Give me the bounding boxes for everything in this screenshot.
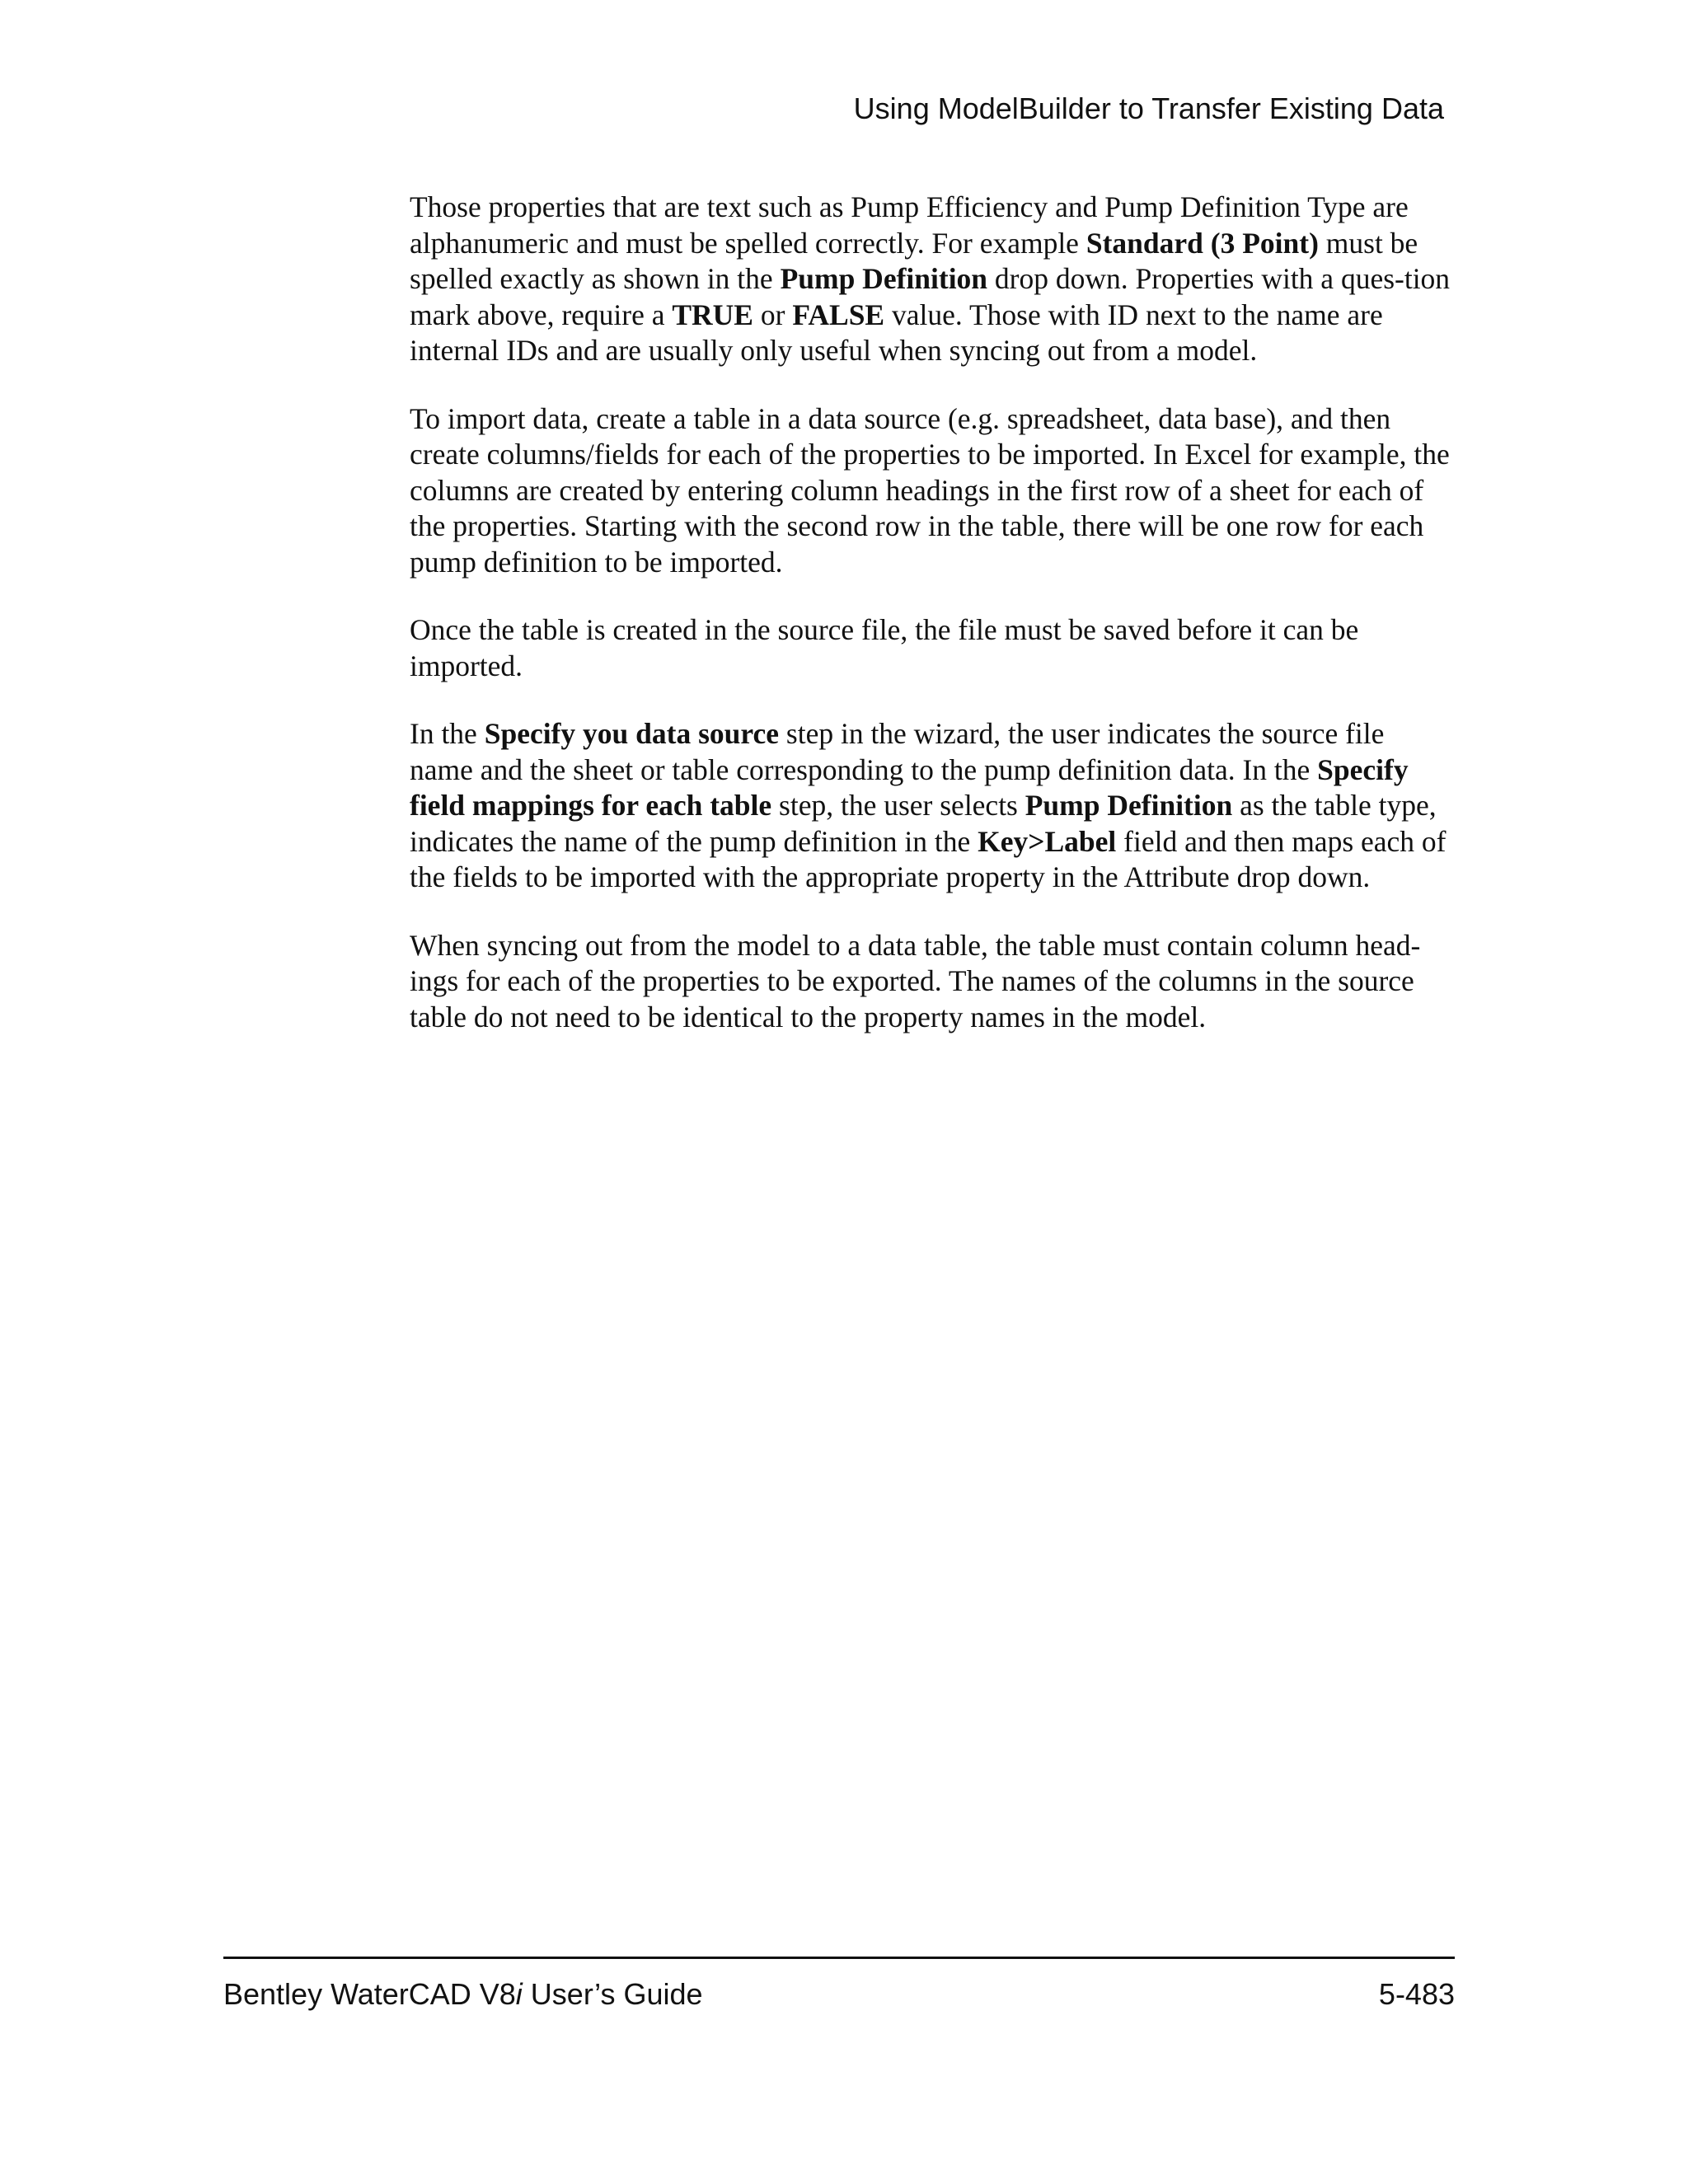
guide-title-suffix: User’s Guide <box>522 1977 703 2011</box>
paragraph-syncing-out <box>410 928 1454 1036</box>
bold-term-specify-data-source: Specify you data source <box>484 717 780 750</box>
text-run: When syncing out from the model to a data table, the table must contain column head-ings for each of the properties to be exported. The names of the columns in the source table do not need to be identical to the property names in the model. <box>410 928 1421 1033</box>
page-footer <box>223 1975 1455 2014</box>
bold-term-key-label: Key>Label <box>978 824 1117 858</box>
guide-title-italic: i <box>515 1977 523 2011</box>
bold-term-pump-definition: Pump Definition <box>1025 789 1233 822</box>
footer-rule <box>223 1957 1455 1959</box>
text-run: To import data, create a table in a data source (e.g. spreadsheet, data base), and then create columns/fields for each of the properties to be imported. In Excel for example, the columns are created by entering column headings in the first row of a sheet for each of the properties. Starting with the second row in the table, there will be one row for each pump definition to be imported. <box>410 401 1450 579</box>
body-text <box>410 190 1454 1067</box>
bold-term-standard-3-point: Standard (3 Point) <box>1085 226 1319 260</box>
text-run: as the table type, indicates the name of the pump definition in the <box>410 789 1437 858</box>
text-run: step in the wizard, the user indicates the source file name and the sheet or table corresponding to the pump definition data. In the <box>410 717 1385 786</box>
text-run: step, the user selects <box>771 789 1025 822</box>
text-run: In the <box>410 717 485 750</box>
bold-term-false: FALSE <box>792 298 885 331</box>
text-run: drop down. Properties with a ques-tion mark above, require a <box>410 262 1451 331</box>
text-run: or <box>753 298 793 331</box>
guide-title-prefix: Bentley WaterCAD V8 <box>223 1977 516 2011</box>
page-number: 5-483 <box>1378 1977 1455 2011</box>
text-run: field and then maps each of the fields to be imported with the appropriate property in the Attribute drop down. <box>410 824 1447 893</box>
running-header <box>854 89 1444 129</box>
bold-term-true: TRUE <box>672 298 753 331</box>
text-run: Those properties that are text such as Pump Efficiency and Pump Definition Type are alphanumeric and must be spelled correctly. For example <box>410 190 1409 260</box>
text-run: value. Those with ID next to the name are internal IDs and are usually only useful when syncing out from a model. <box>410 298 1383 367</box>
text-run: must be spelled exactly as shown in the <box>410 226 1418 295</box>
text-run: Once the table is created in the source file, the file must be saved before it can be imported. <box>410 613 1359 682</box>
paragraph-wizard-steps <box>410 716 1454 896</box>
paragraph-import-data <box>410 401 1454 581</box>
section-title: Using ModelBuilder to Transfer Existing Data <box>853 91 1444 125</box>
guide-title <box>223 1975 703 2014</box>
paragraph-save-file <box>410 612 1454 684</box>
bold-term-pump-definition: Pump Definition <box>780 262 988 295</box>
bold-term-specify-field-mappings: Specify field mappings for each table <box>410 752 1409 822</box>
paragraph-pump-properties <box>410 190 1454 369</box>
